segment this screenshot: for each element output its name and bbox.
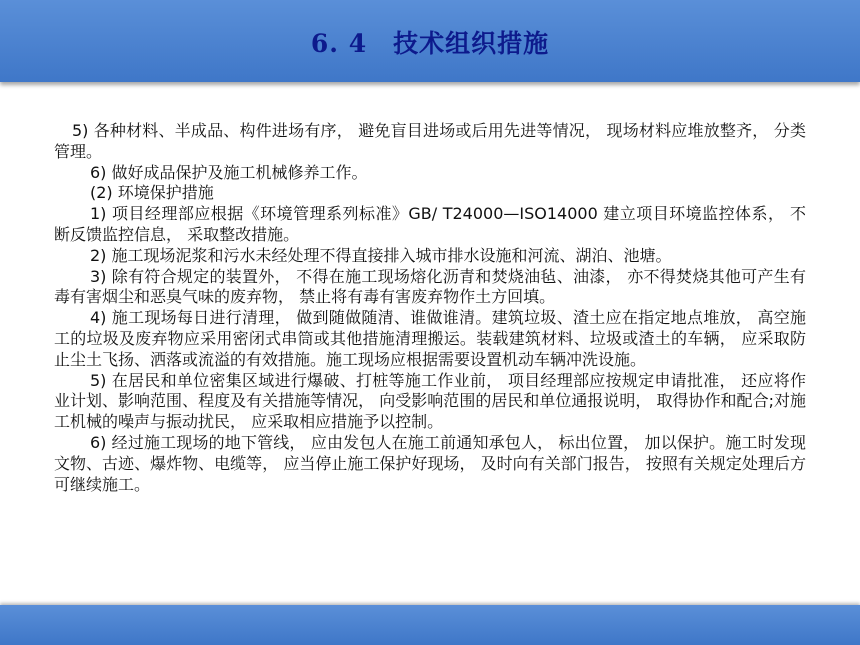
paragraph-pipelines: 6) 经过施工现场的地下管线， 应由发包人在施工前通知承包人， 标出位置， 加以保护。施工时发现文物、古迹、爆炸物、电缆等， 应当停止施工保护好现场， 及时向有关部门报告， 按照有关规定处理后方可继续施工。 bbox=[54, 432, 806, 494]
paragraph-monitoring-system: 1) 项目经理部应根据《环境管理系列标准》GB/ T24000—ISO14000 建立项目环境监控体系， 不断反馈监控信息， 采取整改措施。 bbox=[54, 204, 806, 244]
paragraph-blasting-notice: 5) 在居民和单位密集区域进行爆破、打桩等施工作业前， 项目经理部应按规定申请批准， 还应将作业计划、影响范围、程度及有关措施等情况， 向受影响范围的居民和单位通报说明， 取得协作和配合;对施工机械的噪声与振动扰民， 应采取相应措施予以控制。 bbox=[54, 370, 806, 432]
header-bar bbox=[0, 0, 860, 82]
paragraph-burning: 3) 除有符合规定的装置外， 不得在施工现场熔化沥青和焚烧油毡、油漆， 亦不得焚烧其他可产生有毒有害烟尘和恶臭气味的废弃物， 禁止将有毒有害废弃物作土方回填。 bbox=[54, 266, 806, 307]
footer-bar bbox=[0, 605, 860, 645]
paragraph-product-protection: 6) 做好成品保护及施工机械修养工作。 bbox=[90, 162, 368, 182]
document-body bbox=[54, 121, 806, 495]
paragraph-material-storage: 5) 各种材料、半成品、构件进场有序， 避免盲目进场或后用先进等情况， 现场材料应堆放整齐， 分类管理。 bbox=[54, 121, 806, 161]
paragraph-sewage: 2) 施工现场泥浆和污水未经处理不得直接排入城市排水设施和河流、湖泊、池塘。 bbox=[90, 245, 672, 265]
page-title: 6. 4 技术组织措施 bbox=[310, 29, 550, 58]
paragraph-cleanup: 4) 施工现场每日进行清理， 做到随做随清、谁做谁清。建筑垃圾、渣土应在指定地点堆放， 高空施工的垃圾及废弃物应采用密闭式串筒或其他措施清理搬运。装载建筑材料、垃圾或渣土的车辆， 应采取防止尘土飞扬、洒落或流溢的有效措施。施工现场应根据需要设置机动车辆冲洗设施。 bbox=[54, 308, 806, 369]
section-heading-environment: (2) 环境保护措施 bbox=[90, 183, 214, 203]
